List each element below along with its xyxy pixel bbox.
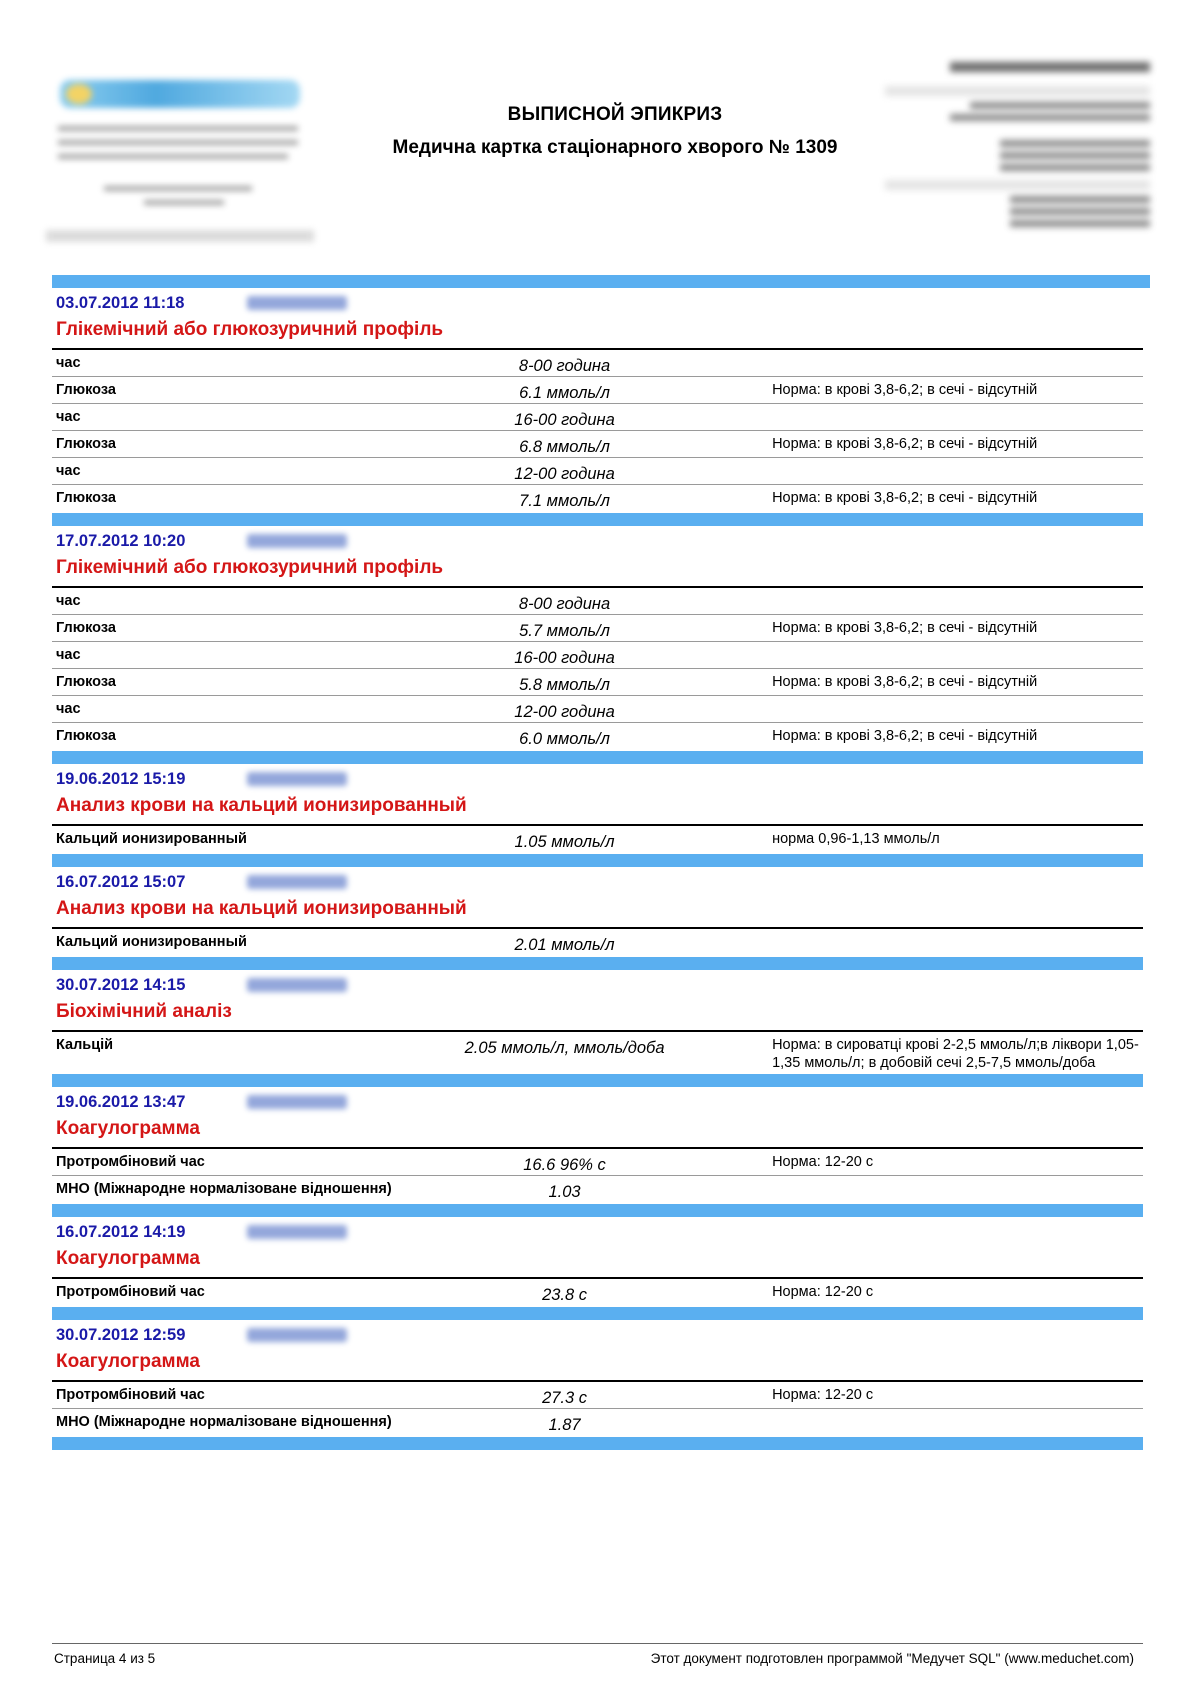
record-header xyxy=(52,1320,1143,1380)
result-row xyxy=(52,1149,1143,1176)
result-norm: норма 0,96-1,13 ммоль/л xyxy=(772,831,940,847)
result-row xyxy=(52,1382,1143,1409)
result-row xyxy=(52,1032,1143,1072)
result-norm: Норма: в крові 3,8-6,2; в сечі - відсутній xyxy=(772,382,1038,398)
result-name: МНО (Міжнародне нормалізоване відношення) xyxy=(56,1414,392,1430)
result-value: 8-00 година xyxy=(518,595,611,613)
result-norm: Норма: 12-20 с xyxy=(772,1387,874,1403)
record-header xyxy=(52,867,1143,927)
doctor-name-redacted xyxy=(247,296,347,310)
results-table xyxy=(52,1380,1143,1435)
section-separator-bar xyxy=(52,1204,1143,1217)
record-title: Глікемічний або глюкозуричний профіль xyxy=(56,319,444,340)
result-row xyxy=(52,377,1143,404)
record-title: Коагулограмма xyxy=(56,1248,200,1269)
results-table xyxy=(52,1147,1143,1202)
result-row xyxy=(52,642,1143,669)
result-value: 6.8 ммоль/л xyxy=(519,438,610,456)
record-header xyxy=(52,526,1143,586)
doctor-name-redacted xyxy=(247,534,347,548)
record-date: 19.06.2012 13:47 xyxy=(56,1093,186,1111)
results-table xyxy=(52,348,1143,511)
record-header xyxy=(52,970,1143,1030)
result-value: 5.8 ммоль/л xyxy=(519,676,610,694)
result-name: час xyxy=(56,701,81,717)
result-name: Глюкоза xyxy=(56,490,116,506)
result-row xyxy=(52,696,1143,723)
record-date: 19.06.2012 15:19 xyxy=(56,770,186,788)
footer-generator-note: Этот документ подготовлен программой "Медучет SQL" (www.meduchet.com) xyxy=(650,1651,1134,1666)
record-date: 17.07.2012 10:20 xyxy=(56,532,186,550)
record-header xyxy=(52,1087,1143,1147)
record-date: 03.07.2012 11:18 xyxy=(56,294,185,312)
result-row xyxy=(52,1279,1143,1305)
result-row xyxy=(52,588,1143,615)
section-separator-bar xyxy=(52,513,1143,526)
doctor-name-redacted xyxy=(247,978,347,992)
result-name: Кальцій xyxy=(56,1037,114,1053)
record-header xyxy=(52,1217,1143,1277)
section-separator-bar xyxy=(52,957,1143,970)
result-value: 8-00 година xyxy=(518,357,611,375)
result-name: Протромбіновий час xyxy=(56,1154,205,1170)
result-norm: Норма: в крові 3,8-6,2; в сечі - відсутній xyxy=(772,728,1038,744)
result-value: 12-00 година xyxy=(514,465,615,483)
result-name: Глюкоза xyxy=(56,436,116,452)
result-norm: Норма: 12-20 с xyxy=(772,1284,874,1300)
result-name: Глюкоза xyxy=(56,382,116,398)
section-separator-bar xyxy=(52,1307,1143,1320)
result-norm: Норма: в сироватці крові 2-2,5 ммоль/л;в ліквори 1,05-1,35 ммоль/л; в добовій сечі 2,5-7,5 ммоль/доба xyxy=(772,1037,1139,1071)
result-row xyxy=(52,615,1143,642)
record-header xyxy=(52,764,1143,824)
doctor-name-redacted xyxy=(247,1225,347,1239)
result-value: 2.05 ммоль/л, ммоль/доба xyxy=(464,1039,665,1057)
result-norm: Норма: в крові 3,8-6,2; в сечі - відсутній xyxy=(772,674,1038,690)
result-value: 7.1 ммоль/л xyxy=(519,492,610,510)
result-row xyxy=(52,669,1143,696)
record-header xyxy=(52,288,1143,348)
result-row xyxy=(52,723,1143,749)
result-name: час xyxy=(56,647,81,663)
result-name: Глюкоза xyxy=(56,728,116,744)
record-date: 30.07.2012 14:15 xyxy=(56,976,186,994)
result-name: час xyxy=(56,355,81,371)
doctor-name-redacted xyxy=(247,875,347,889)
result-norm: Норма: в крові 3,8-6,2; в сечі - відсутній xyxy=(772,490,1038,506)
result-norm: Норма: в крові 3,8-6,2; в сечі - відсутній xyxy=(772,620,1038,636)
result-value: 16-00 година xyxy=(514,411,615,429)
record-date: 16.07.2012 15:07 xyxy=(56,873,186,891)
result-name: час xyxy=(56,593,81,609)
results-table xyxy=(52,1030,1143,1072)
record-title: Анализ крови на кальций ионизированный xyxy=(56,898,467,919)
results-table xyxy=(52,927,1143,955)
result-value: 23.8 с xyxy=(542,1286,588,1304)
result-value: 12-00 година xyxy=(514,703,615,721)
result-value: 5.7 ммоль/л xyxy=(519,622,610,640)
result-row xyxy=(52,350,1143,377)
record-title: Глікемічний або глюкозуричний профіль xyxy=(56,557,444,578)
result-row xyxy=(52,404,1143,431)
result-norm: Норма: в крові 3,8-6,2; в сечі - відсутній xyxy=(772,436,1038,452)
result-name: Кальций ионизированный xyxy=(56,934,247,950)
result-name: час xyxy=(56,409,81,425)
record-title: Коагулограмма xyxy=(56,1351,200,1372)
section-separator-bar xyxy=(52,1074,1143,1087)
footer-divider xyxy=(52,1643,1143,1644)
result-value: 1.03 xyxy=(548,1183,581,1201)
result-value: 27.3 с xyxy=(542,1389,588,1407)
record-title: Біохімічний аналіз xyxy=(56,1001,232,1022)
result-name: Глюкоза xyxy=(56,620,116,636)
results-table xyxy=(52,824,1143,852)
result-name: Протромбіновий час xyxy=(56,1284,205,1300)
records-list xyxy=(52,291,1143,1450)
section-separator-bar xyxy=(52,751,1143,764)
results-table xyxy=(52,1277,1143,1305)
doctor-name-redacted xyxy=(247,1095,347,1109)
document-subtitle: Медична картка стаціонарного хворого № 1309 xyxy=(392,137,838,158)
result-row xyxy=(52,431,1143,458)
record-title: Анализ крови на кальций ионизированный xyxy=(56,795,467,816)
record-date: 16.07.2012 14:19 xyxy=(56,1223,186,1241)
result-row xyxy=(52,458,1143,485)
result-name: Глюкоза xyxy=(56,674,116,690)
result-name: час xyxy=(56,463,81,479)
result-value: 1.87 xyxy=(548,1416,581,1434)
result-value: 6.0 ммоль/л xyxy=(519,730,610,748)
section-separator-bar xyxy=(52,275,1150,288)
doctor-name-redacted xyxy=(247,772,347,786)
results-table xyxy=(52,586,1143,749)
result-value: 6.1 ммоль/л xyxy=(519,384,610,402)
result-value: 1.05 ммоль/л xyxy=(514,833,615,851)
section-separator-bar xyxy=(52,1437,1143,1450)
record-title: Коагулограмма xyxy=(56,1118,200,1139)
doctor-name-redacted xyxy=(247,1328,347,1342)
document-title: ВЫПИСНОЙ ЭПИКРИЗ xyxy=(507,104,723,125)
result-value: 2.01 ммоль/л xyxy=(514,936,615,954)
result-name: МНО (Міжнародне нормалізоване відношення) xyxy=(56,1181,392,1197)
result-name: Кальций ионизированный xyxy=(56,831,247,847)
result-value: 16-00 година xyxy=(514,649,615,667)
result-norm: Норма: 12-20 с xyxy=(772,1154,874,1170)
result-row xyxy=(52,826,1143,852)
section-separator-bar xyxy=(52,854,1143,867)
result-row xyxy=(52,1176,1143,1202)
result-row xyxy=(52,485,1143,511)
result-value: 16.6 96% с xyxy=(523,1156,606,1174)
result-name: Протромбіновий час xyxy=(56,1387,205,1403)
result-row xyxy=(52,1409,1143,1435)
page-number: Страница 4 из 5 xyxy=(54,1651,156,1666)
record-date: 30.07.2012 12:59 xyxy=(56,1326,186,1344)
result-row xyxy=(52,929,1143,955)
